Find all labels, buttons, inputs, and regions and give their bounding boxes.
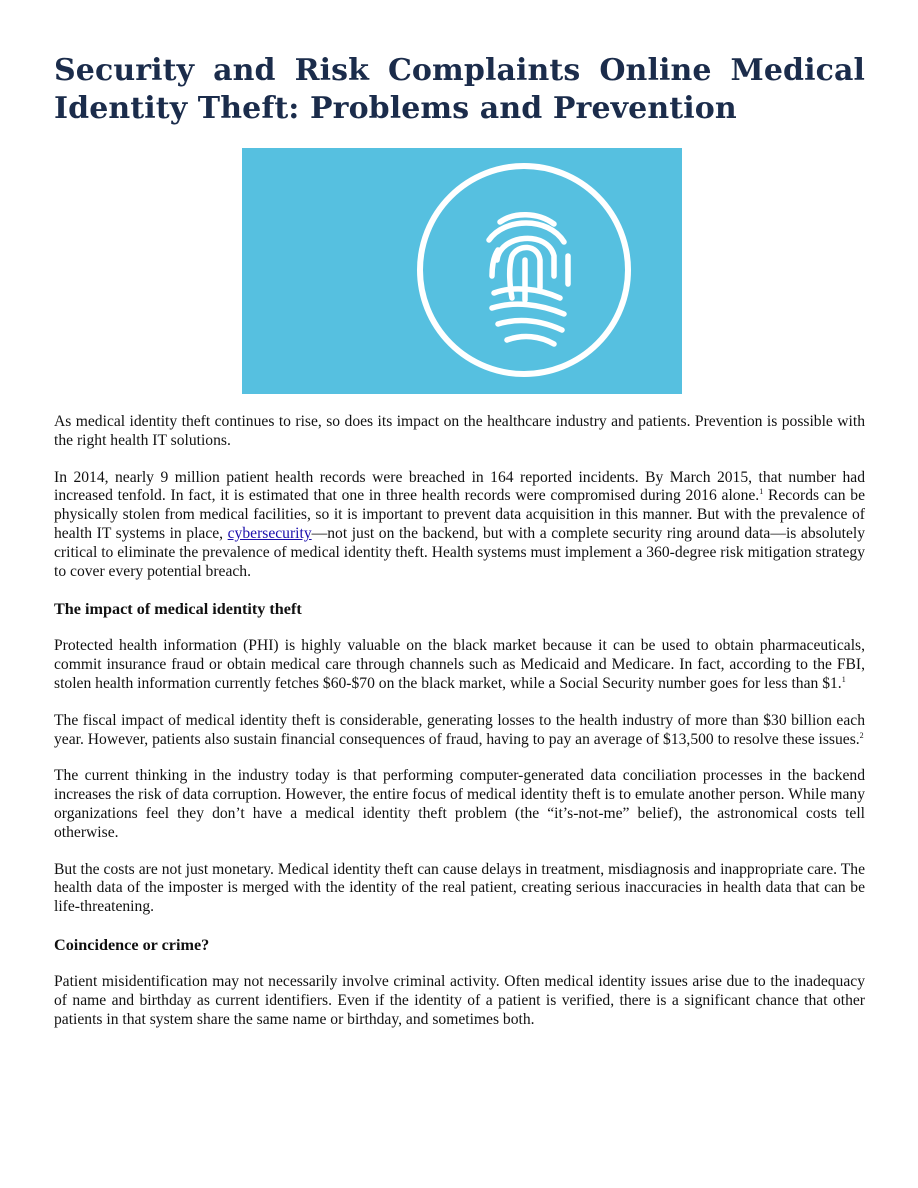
fingerprint-icon	[242, 148, 682, 394]
footnote-ref: 1	[841, 674, 846, 684]
coincidence-heading: Coincidence or crime?	[54, 935, 210, 954]
misidentification-paragraph: Patient misidentification may not necessarily involve criminal activity. Often medical identity issues arise due to the inadequacy of name and birthday as current identifiers. Even if the identity of a patient is verified, there is a significant chance that other patients in that system share the same name or birthday, and sometimes both.	[54, 972, 865, 1028]
breach-text-c: —not just on the backend, but with a complete security ring around data—is absolutely critical to eliminate the prevalence of medical identity theft. Health systems must implement a 360-degree risk mitigation strategy to cover every potential breach.	[54, 524, 865, 580]
document-title: Security and Risk Complaints Online Medical Identity Theft: Problems and Prevention	[54, 53, 865, 126]
document-page	[54, 52, 865, 1029]
footnote-ref: 2	[859, 730, 864, 740]
breach-text-b: Records can be physically stolen from medical facilities, so it is important to prevent data acquisition in this manner. But with the prevalence of health IT systems in place,	[54, 487, 865, 542]
hero-image	[242, 148, 682, 394]
intro-paragraph: As medical identity theft continues to rise, so does its impact on the healthcare industry and patients. Prevention is possible with the right health IT solutions.	[54, 413, 865, 449]
breach-text-a: In 2014, nearly 9 million patient health records were breached in 164 reported incidents. By March 2015, that number had increased tenfold. In fact, it is estimated that one in three health records were compromised during 2016 alone.	[54, 468, 865, 505]
impact-heading: The impact of medical identity theft	[54, 600, 302, 619]
thinking-paragraph: The current thinking in the industry today is that performing computer-generated data conciliation processes in the backend increases the risk of data corruption. However, the entire focus of medical identity theft is to emulate another person. While many organizations feel they don’t have a medical identity theft problem (the “it’s-not-me” belief), the astronomical costs tell otherwise.	[54, 767, 865, 841]
footnote-ref: 1	[759, 487, 764, 497]
phi-text: Protected health information (PHI) is highly valuable on the black market because it can be used to obtain pharmaceuticals, commit insurance fraud or obtain medical care through channels such as Medicaid and Medicare. In fact, according to the FBI, stolen health information currently fetches $60-$70 on the black market, while a Social Security number goes for less than $1.	[54, 637, 865, 692]
costs-paragraph: But the costs are not just monetary. Medical identity theft can cause delays in treatment, misdiagnosis and inappropriate care. The health data of the imposter is merged with the identity of the real patient, creating serious inaccuracies in health data that can be life-threatening.	[54, 860, 865, 916]
cybersecurity-link[interactable]: cybersecurity	[227, 524, 312, 542]
phi-paragraph	[54, 637, 865, 693]
breach-paragraph	[54, 469, 865, 582]
fiscal-text: The fiscal impact of medical identity theft is considerable, generating losses to the health industry of more than $30 billion each year. However, patients also sustain financial consequences of fraud, having to pay an average of $13,500 to resolve these issues.	[54, 711, 865, 748]
fiscal-paragraph	[54, 712, 865, 750]
